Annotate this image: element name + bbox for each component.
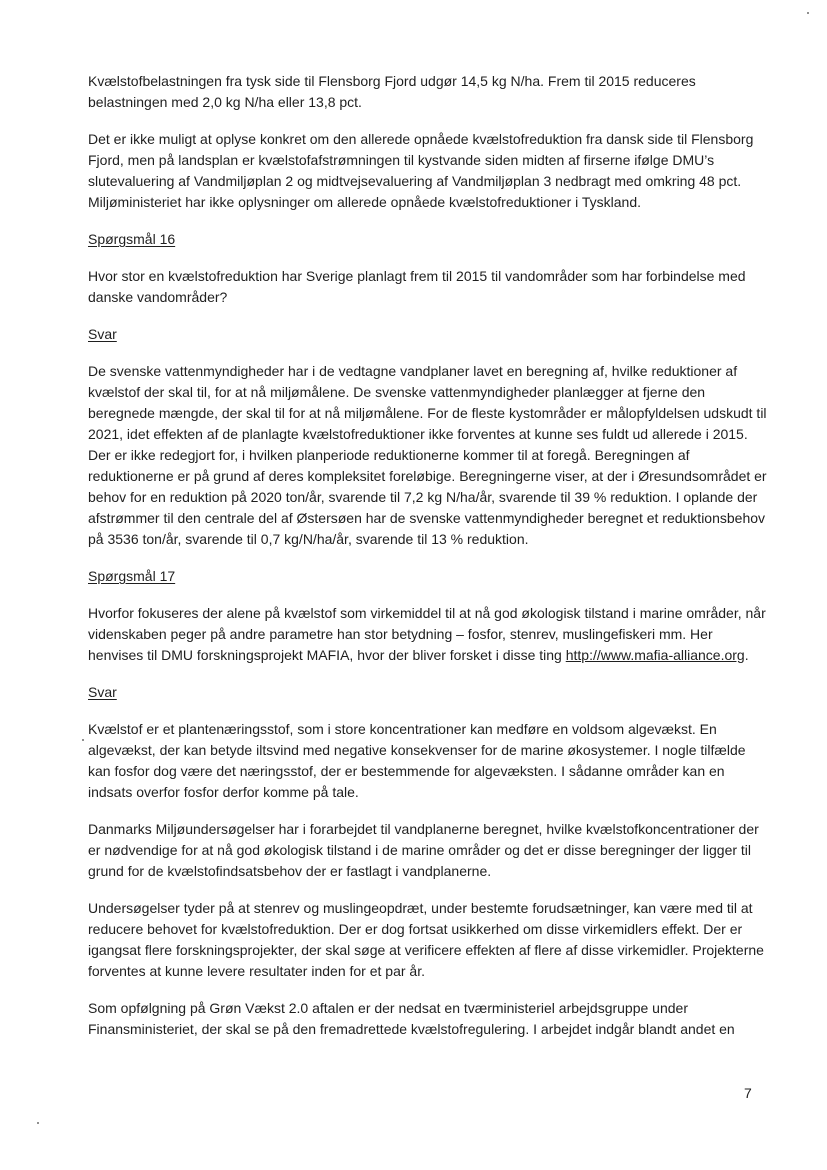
- paragraph: Kvælstof er et plantenæringsstof, som i store koncentrationer kan medføre en voldsom algevækst. En algevækst, der kan betyde iltsvind med negative konsekvenser for de marine økosystemer. I nogle tilfælde kan fosfor dog være det næringsstof, der er bestemmende for algevæksten. I sådanne områder kan en indsats overfor fosfor derfor komme på tale.: [88, 721, 746, 800]
- document-body: [88, 71, 768, 1056]
- paragraph-with-link: [88, 603, 768, 666]
- paragraph: Det er ikke muligt at oplyse konkret om den allerede opnåede kvælstofreduktion fra dansk side til Flensborg Fjord, men på landsplan er kvælstofafstrømningen til kystvande siden midten af firserne ifølge DMU’s slutevaluering af Vandmiljøplan 2 og midtvejsevaluering af Vandmiljøplan 3 nedbragt med omkring 48 pct. Miljøministeriet har ikke oplysninger om allerede opnåede kvælstofreduktioner i Tyskland.: [88, 131, 754, 210]
- paragraph-text-end: .: [744, 647, 749, 663]
- paragraph: Undersøgelser tyder på at stenrev og muslingeopdræt, under bestemte forudsætninger, kan være med til at reducere behovet for kvælstofreduktion. Der er dog fortsat usikkerhed om disse virkemidlers effekt. Der er igangsat flere forskningsprojekter, der skal søge at verificere effekten af flere af disse virkemidler. Projekterne forventes at kunne levere resultater inden for et par år.: [88, 900, 764, 979]
- answer-heading: Svar: [88, 684, 117, 700]
- paragraph: Som opfølgning på Grøn Vækst 2.0 aftalen er der nedsat en tværministeriel arbejdsgruppe under Finansministeriet, der skal se på den fremadrettede kvælstofregulering. I arbejdet indgår blandt andet en: [88, 1000, 735, 1037]
- paragraph: De svenske vattenmyndigheder har i de vedtagne vandplaner lavet en beregning af, hvilke reduktioner af kvælstof der skal til, for at nå miljømålene. De svenske vattenmyndigheder planlægger at fjerne den beregnede mængde, der skal til for at nå miljømålene. For de fleste kystområder er målopfyldelsen udskudt til 2021, idet effekten af de planlagte kvælstofreduktioner ikke forventes at kunne ses fuldt ud allerede i 2015. Der er ikke redegjort for, i hvilken planperiode reduktionerne kommer til at foregå. Beregningen af reduktionerne er på grund af deres kompleksitet foreløbige. Beregningerne viser, at der i Øresundsområdet er behov for en reduktion på 2020 ton/år, svarende til 7,2 kg N/ha/år, svarende til 39 % reduktion. I oplande der afstrømmer til den centrale del af Østersøen har de svenske vattenmyndigheder beregnet et reduktionsbehov på 3536 ton/år, svarende til 0,7 kg/N/ha/år, svarende til 13 % reduktion.: [88, 363, 767, 547]
- question-heading: Spørgsmål 17: [88, 568, 176, 584]
- scan-speck: [807, 12, 809, 14]
- paragraph: Danmarks Miljøundersøgelser har i forarbejdet til vandplanerne beregnet, hvilke kvælstofkoncentrationer der er nødvendige for at nå god økologisk tilstand i de marine områder og det er disse beregninger der ligger til grund for de kvælstofindsatsbehov der er fastlagt i vandplanerne.: [88, 821, 759, 879]
- answer-heading: Svar: [88, 326, 117, 342]
- page-number: 7: [744, 1085, 752, 1101]
- scan-speck: [37, 1122, 39, 1124]
- paragraph: Hvor stor en kvælstofreduktion har Sverige planlagt frem til 2015 til vandområder som har forbindelse med danske vandområder?: [88, 268, 746, 305]
- paragraph: Kvælstofbelastningen fra tysk side til Flensborg Fjord udgør 14,5 kg N/ha. Frem til 2015 reduceres belastningen med 2,0 kg N/ha eller 13,8 pct.: [88, 73, 696, 110]
- scan-speck: [82, 739, 84, 741]
- paragraph-text: Hvorfor fokuseres der alene på kvælstof som virkemiddel til at nå god økologisk tilstand i marine områder, når videnskaben peger på andre parametre han stor betydning – fosfor, stenrev, muslingefiskeri mm. Her henvises til DMU forskningsprojekt MAFIA, hvor der bliver forsket i disse ting: [88, 605, 766, 663]
- question-heading: Spørgsmål 16: [88, 231, 176, 247]
- mafia-link[interactable]: http://www.mafia-alliance.org: [565, 647, 745, 663]
